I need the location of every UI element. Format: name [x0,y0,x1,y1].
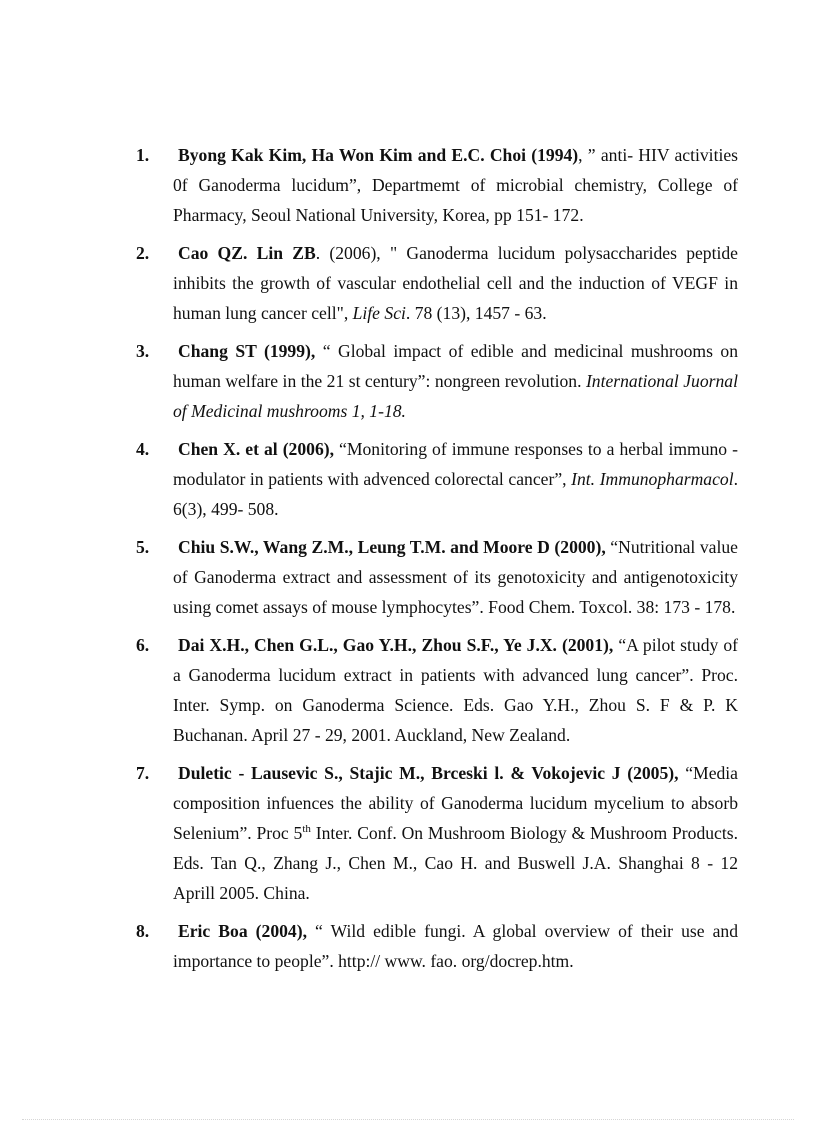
reference-year: (2004), [247,921,307,941]
reference-text: “Nutritional value of Ganoderma extract and assessment of its genotoxicity and antigenotoxicity using comet assays of mouse lymphocytes”. Food Chem. Toxcol. 38: 173 - 178. [173,537,738,617]
reference-authors: Eric Boa [178,921,248,941]
reference-body [173,916,738,976]
reference-text-tail: . 6(3), 499- 508. [173,469,738,519]
reference-authors: Duletic - Lausevic S., Stajic M., Brceski l. & Vokojevic J (2005), [178,763,679,783]
superscript-ordinal: th [302,823,311,836]
reference-authors: Byong Kak Kim, Ha Won Kim and E.C. Choi (1994) [178,145,579,165]
reference-body [173,434,738,524]
reference-number: 1. [136,145,150,165]
reference-body [173,238,738,328]
reference-number: 2. [136,243,150,263]
reference-text-tail: . 78 (13), 1457 - 63. [405,303,547,323]
reference-text: . (2006), " Ganoderma lucidum polysaccharides peptide inhibits the growth of vascular endothelial cell and the induction of VEGF in human lung cancer cell", [173,243,738,323]
reference-body [173,758,738,908]
reference-text: “ Wild edible fungi. A global overview of their use and importance to people”. http:// www. fao. org/docrep.htm. [173,921,739,971]
reference-list [136,140,738,984]
reference-journal: International Juornal of Medicinal mushrooms 1, 1-18. [173,371,738,421]
reference-text: “Monitoring of immune responses to a herbal immuno - modulator in patients with advenced colorectal cancer”, [173,439,738,489]
reference-number: 7. [136,763,150,783]
reference-body [173,630,738,750]
reference-number: 4. [136,439,150,459]
reference-body [173,336,738,426]
reference-body [173,532,738,622]
reference-authors: Chang ST (1999), [178,341,316,361]
reference-item [136,916,738,976]
reference-text-tail: Inter. Conf. On Mushroom Biology & Mushroom Products. Eds. Tan Q., Zhang J., Chen M., Cao H. and Buswell J.A. Shanghai 8 - 12 Aprill 2005. China. [173,823,739,903]
reference-item [136,238,738,328]
reference-number: 5. [136,537,150,557]
reference-text: “ Global impact of edible and medicinal mushrooms on human welfare in the 21 st century”: nongreen revolution. [173,341,739,391]
reference-text: , ” anti- HIV activities 0f Ganoderma lucidum”, Departmemt of microbial chemistry, College of Pharmacy, Seoul National University, Korea, pp 151- 172. [173,145,739,225]
reference-journal: Int. Immunopharmacol [571,469,734,489]
reference-text: “A pilot study of a Ganoderma lucidum extract in patients with advanced lung cancer”. Proc. Inter. Symp. on Ganoderma Science. Eds. Gao Y.H., Zhou S. F & P. K Buchanan. April 27 - 29, 2001. Auckland, New Zealand. [173,635,738,745]
reference-item [136,532,738,622]
reference-item [136,336,738,426]
reference-journal: Life Sci [352,303,406,323]
reference-authors: Chiu S.W., Wang Z.M., Leung T.M. and Moore D (2000), [178,537,606,557]
reference-authors: Cao QZ. Lin ZB [178,243,316,263]
reference-text: “Media composition infuences the ability of Ganoderma lucidum mycelium to absorb Selenium”. Proc 5 [173,763,738,843]
reference-item [136,630,738,750]
reference-number: 8. [136,921,150,941]
reference-item [136,758,738,908]
page-bottom-divider [22,1119,794,1120]
reference-authors: Dai X.H., Chen G.L., Gao Y.H., Zhou S.F., Ye J.X. (2001), [178,635,614,655]
reference-item [136,140,738,230]
reference-body [173,140,738,230]
reference-authors: Chen X. et al (2006), [178,439,334,459]
reference-item [136,434,738,524]
reference-number: 3. [136,341,150,361]
reference-number: 6. [136,635,150,655]
